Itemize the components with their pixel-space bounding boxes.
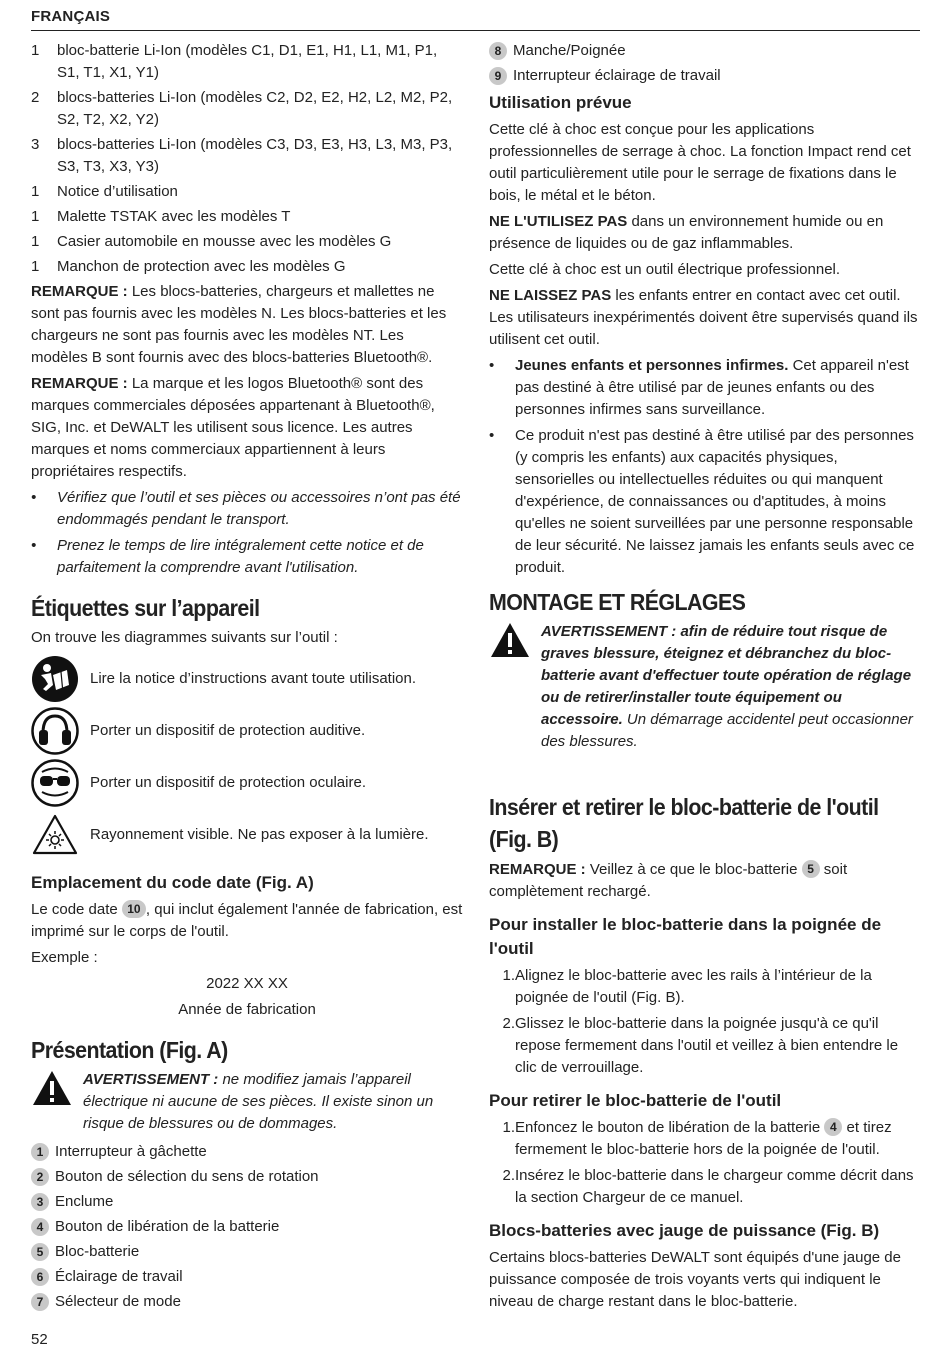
left-column [31,40,463,1316]
insert-heading: Insérer et retirer le bloc-batterie de l'outil (Fig. B) [489,794,879,852]
usage-heading: Utilisation prévue [489,93,632,112]
list-item: 1 Notice d’utilisation [31,183,178,200]
parts-list [31,1141,463,1313]
callout-badge: 5 [802,860,820,878]
note-paragraph: REMARQUE : Les blocs-batteries, chargeurs et mallettes ne sont pas fournis avec les modèles N. Les blocs-batteries et les chargeurs ne sont pas fournis avec les modèles NT. Les modèles B sont fournis avec des blocs-batteries Bluetooth®. [31,283,447,366]
callout-badge: 4 [824,1118,842,1136]
warning-icon [31,1069,73,1107]
page-number: 52 [31,1331,48,1348]
warning-icon [489,621,531,659]
callout-badge: 1 [31,1143,49,1161]
eye-protection-icon [31,759,79,807]
label-row: Lire la notice d’instructions avant toute utilisation. [31,653,463,705]
labels-heading: Étiquettes sur l’appareil [31,595,260,621]
gauge-text: Certains blocs-batteries DeWALT sont équipés d'une jauge de puissance composée de trois voyants verts qui indiquent le niveau de charge restant dans le bloc-batterie. [489,1249,901,1310]
callout-badge: 6 [31,1268,49,1286]
check-bullets [31,487,463,579]
note-paragraph: REMARQUE : La marque et les logos Bluetooth® sont des marques commerciales déposées appartenant à Bluetooth®, SIG, Inc. et DeWALT les utilisent sous licence. Les autres marques et noms commerciaux appartiennent à leurs propriétaires respectifs. [31,375,435,480]
list-item: • Jeunes enfants et personnes infirmes. Cet appareil n'est pas destiné à être utilisé par de jeunes enfants ou des personnes infirmes sans surveillance. [489,357,909,418]
page-header [31,8,920,31]
list-item: 2. Glissez le bloc-batterie dans la poignée jusqu'à ce qu'il repose fermement dans l'outil et veillez à bien entendre le clic de verrouillage. [502,1015,899,1076]
list-item: 6 Éclairage de travail [31,1266,463,1288]
label-row: Porter un dispositif de protection auditive. [31,705,463,757]
usage-bullets [489,355,921,579]
list-item: 1 Casier automobile en mousse avec les modèles G [31,233,392,250]
ear-protection-icon [31,707,79,755]
list-item: • Vérifiez que l’outil et ses pièces ou accessoires n’ont pas été endommagés pendant le transport. [31,489,461,528]
usage-paragraph: NE L'UTILISEZ PAS dans un environnement humide ou en présence de liquides ou de gaz inflammables. [489,213,884,252]
remove-steps [489,1117,921,1209]
list-item: 2 Bouton de sélection du sens de rotation [31,1166,463,1188]
package-contents-list [31,40,463,278]
usage-paragraph: Cette clé à choc est un outil électrique professionnel. [489,261,841,278]
read-manual-icon [31,655,79,703]
label-row: Rayonnement visible. Ne pas exposer à la lumière. [31,809,463,861]
list-item: 1 bloc-batterie Li-Ion (modèles C1, D1, E1, H1, L1, M1, P1, S1, T1, X1, Y1) [31,42,438,81]
usage-paragraph: NE LAISSEZ PAS les enfants entrer en contact avec cet outil. Les utilisateurs inexpérimentés doivent être supervisés quand ils utilisent cet outil. [489,287,918,348]
callout-badge: 9 [489,67,507,85]
remove-heading: Pour retirer le bloc-batterie de l'outil [489,1091,782,1110]
list-item: • Ce produit n'est pas destiné à être utilisé par des personnes (y compris les enfants) aux capacités physiques, sensorielles ou intellectuelles réduites ou qui manquent d'expérience, de connaissances ou d'aptitudes, à moins qu'elles ne soient surveillées par une personne responsable de leur sécurité. Ne laissez jamais les enfants seuls avec ce produit. [489,427,915,576]
list-item: 3 Enclume [31,1191,463,1213]
list-item: 9 Interrupteur éclairage de travail [489,65,921,87]
insert-note: REMARQUE : Veillez à ce que le bloc-batterie 5 soit complètement rechargé. [489,861,848,900]
gauge-heading: Blocs-batteries avec jauge de puissance (Fig. B) [489,1221,880,1240]
labels-intro: On trouve les diagrammes suivants sur l’outil : [31,629,338,646]
callout-badge: 10 [122,900,146,918]
list-item: 1 Interrupteur à gâchette [31,1141,463,1163]
callout-badge: 4 [31,1218,49,1236]
install-steps [489,965,921,1079]
example-label: Exemple : [31,949,98,966]
list-item: 3 blocs-batteries Li-Ion (modèles C3, D3, E3, H3, L3, M3, P3, S3, T3, X3, Y3) [31,136,453,175]
warning-block: AVERTISSEMENT : afin de réduire tout risque de graves blessure, éteignez et débranchez du bloc-batterie avant d'effectuer toute opération de réglage ou de retirer/installer toute équipement ou accessoire. Un démarrage accidentel peut occasionner des blessures. [489,621,921,753]
example-code: 2022 XX XX [206,975,288,992]
list-item: 5 Bloc-batterie [31,1241,463,1263]
example-caption: Année de fabrication [178,1001,316,1018]
list-item: 2. Insérez le bloc-batterie dans le chargeur comme décrit dans la section Chargeur de ce manuel. [502,1167,914,1206]
list-item: 1 Malette TSTAK avec les modèles T [31,208,291,225]
callout-badge: 3 [31,1193,49,1211]
list-item: 2 blocs-batteries Li-Ion (modèles C2, D2, E2, H2, L2, M2, P2, S2, T2, X2, Y2) [31,89,453,128]
list-item: 1. Alignez le bloc-batterie avec les rails à l’intérieur de la poignée de l'outil (Fig. B). [502,967,872,1006]
list-item: 7 Sélecteur de mode [31,1291,463,1313]
callout-badge: 8 [489,42,507,60]
callout-badge: 2 [31,1168,49,1186]
right-column [489,40,921,1317]
presentation-heading: Présentation (Fig. A) [31,1037,228,1063]
list-item: • Prenez le temps de lire intégralement cette notice et de parfaitement la comprendre avant l'utilisation. [31,537,424,576]
callout-badge: 7 [31,1293,49,1311]
install-heading: Pour installer le bloc-batterie dans la poignée de l'outil [489,915,882,958]
usage-paragraph: Cette clé à choc est conçue pour les applications professionnelles de serrage à choc. La fonction Impact rend cet outil particulièrement utile pour le serrage de fixations dans le bois, le métal et le béton. [489,121,911,204]
callout-badge: 5 [31,1243,49,1261]
label-row: Porter un dispositif de protection oculaire. [31,757,463,809]
list-item: 1 Manchon de protection avec les modèles G [31,258,346,275]
warning-block: AVERTISSEMENT : ne modifiez jamais l’appareil électrique ni aucune de ses pièces. Il existe sinon un risque de blessures ou de dommages. [31,1069,463,1135]
parts-list [489,40,921,87]
date-code-heading: Emplacement du code date (Fig. A) [31,873,314,892]
list-item: 1. Enfoncez le bouton de libération de la batterie 4 et tirez fermement le bloc-batterie hors de la poignée de l'outil. [502,1119,892,1158]
list-item: 8 Manche/Poignée [489,40,921,62]
date-code-text: Le code date 10 , qui inclut également l'année de fabrication, est imprimé sur le corps de l'outil. [31,901,463,940]
language-label: FRANÇAIS [31,8,111,25]
list-item: 4 Bouton de libération de la batterie [31,1216,463,1238]
montage-heading: MONTAGE ET RÉGLAGES [489,589,746,615]
visible-radiation-icon [31,811,79,859]
